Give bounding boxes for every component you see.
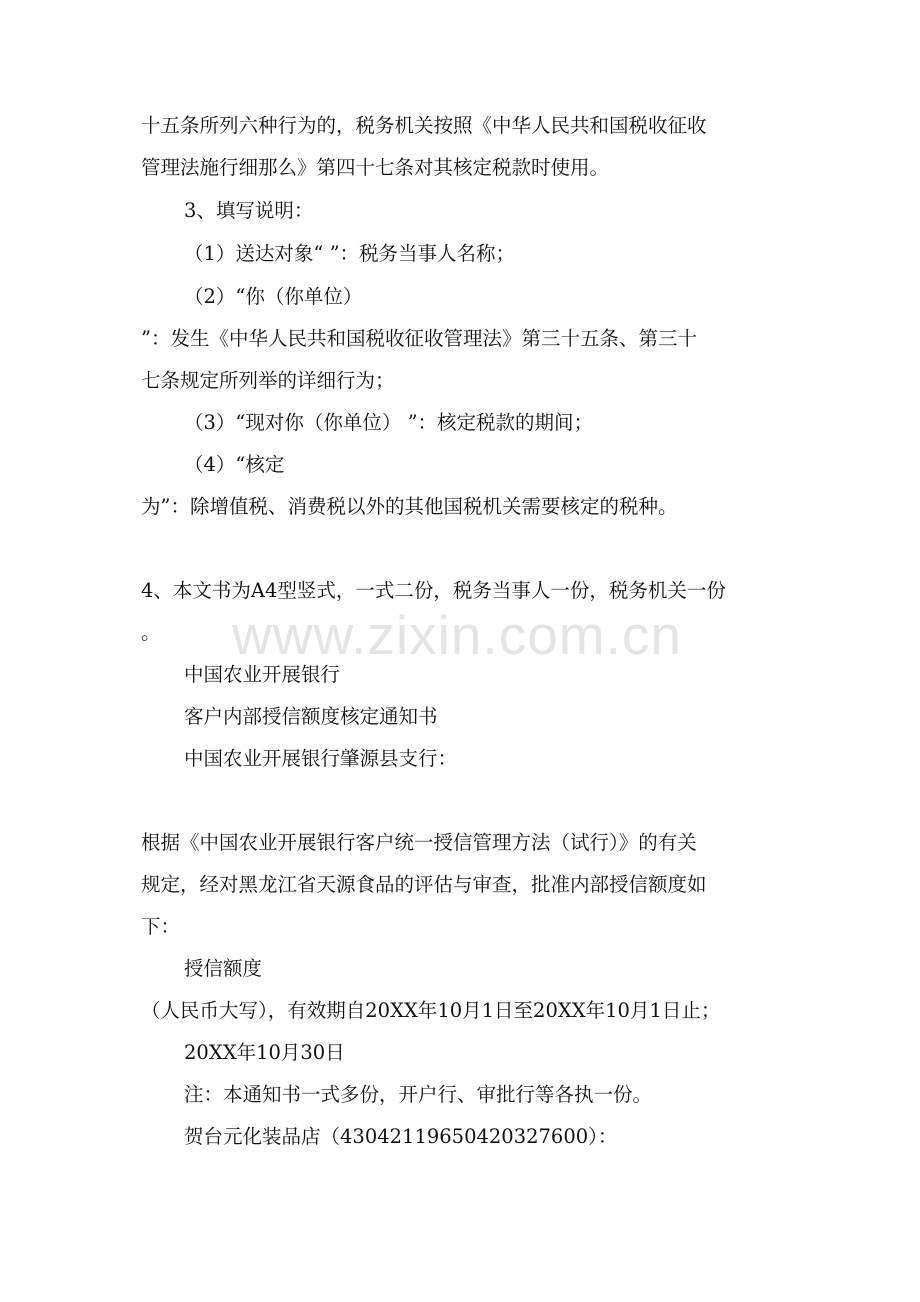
text-line: 七条规定所列举的详细行为； (141, 369, 395, 392)
text-line: （3）“现对你（你单位） ”：核定税款的期间； (184, 411, 594, 434)
text-line: （2）“你（你单位） (184, 285, 363, 308)
text-line: 。 (141, 621, 161, 644)
text-line: ”：发生《中华人民共和国税收征收管理法》第三十五条、第三十 (141, 327, 697, 350)
text-line: 注：本通知书一式多份，开户行、审批行等各执一份。 (184, 1083, 653, 1106)
text-line: 4、本文书为A4型竖式，一式二份，税务当事人一份，税务机关一份 (141, 579, 726, 602)
text-line: （人民币大写），有效期自20XX年10月1日至20XX年10月1日止； (141, 999, 721, 1022)
text-line: 根据《中国农业开展银行客户统一授信管理方法（试行）》的有关 (141, 831, 697, 854)
text-line: 中国农业开展银行 (184, 663, 341, 686)
text-line: （4）“核定 (184, 453, 285, 476)
text-line: 客户内部授信额度核定通知书 (184, 705, 438, 728)
text-line: 20XX年10月30日 (184, 1041, 345, 1064)
text-line: 管理法施行细那么》第四十七条对其核定税款时使用。 (141, 156, 610, 179)
text-line: （1）送达对象“ ”：税务当事人名称； (184, 242, 516, 265)
text-line: 规定，经对黑龙江省天源食品的评估与审查，批准内部授信额度如 (141, 873, 707, 896)
text-line: 为”：除增值税、消费税以外的其他国税机关需要核定的税种。 (141, 495, 678, 518)
text-line: 3、填写说明： (184, 199, 314, 222)
text-line: 十五条所列六种行为的，税务机关按照《中华人民共和国税收征收 (141, 114, 707, 137)
text-line: 授信额度 (184, 957, 263, 980)
text-line: 下： (141, 915, 181, 938)
watermark: www.zixin.com.cn (232, 604, 682, 666)
text-line: 中国农业开展银行肇源县支行： (184, 747, 458, 770)
text-line: 贺台元化装品店（430421196504203276​00）： (184, 1125, 618, 1148)
